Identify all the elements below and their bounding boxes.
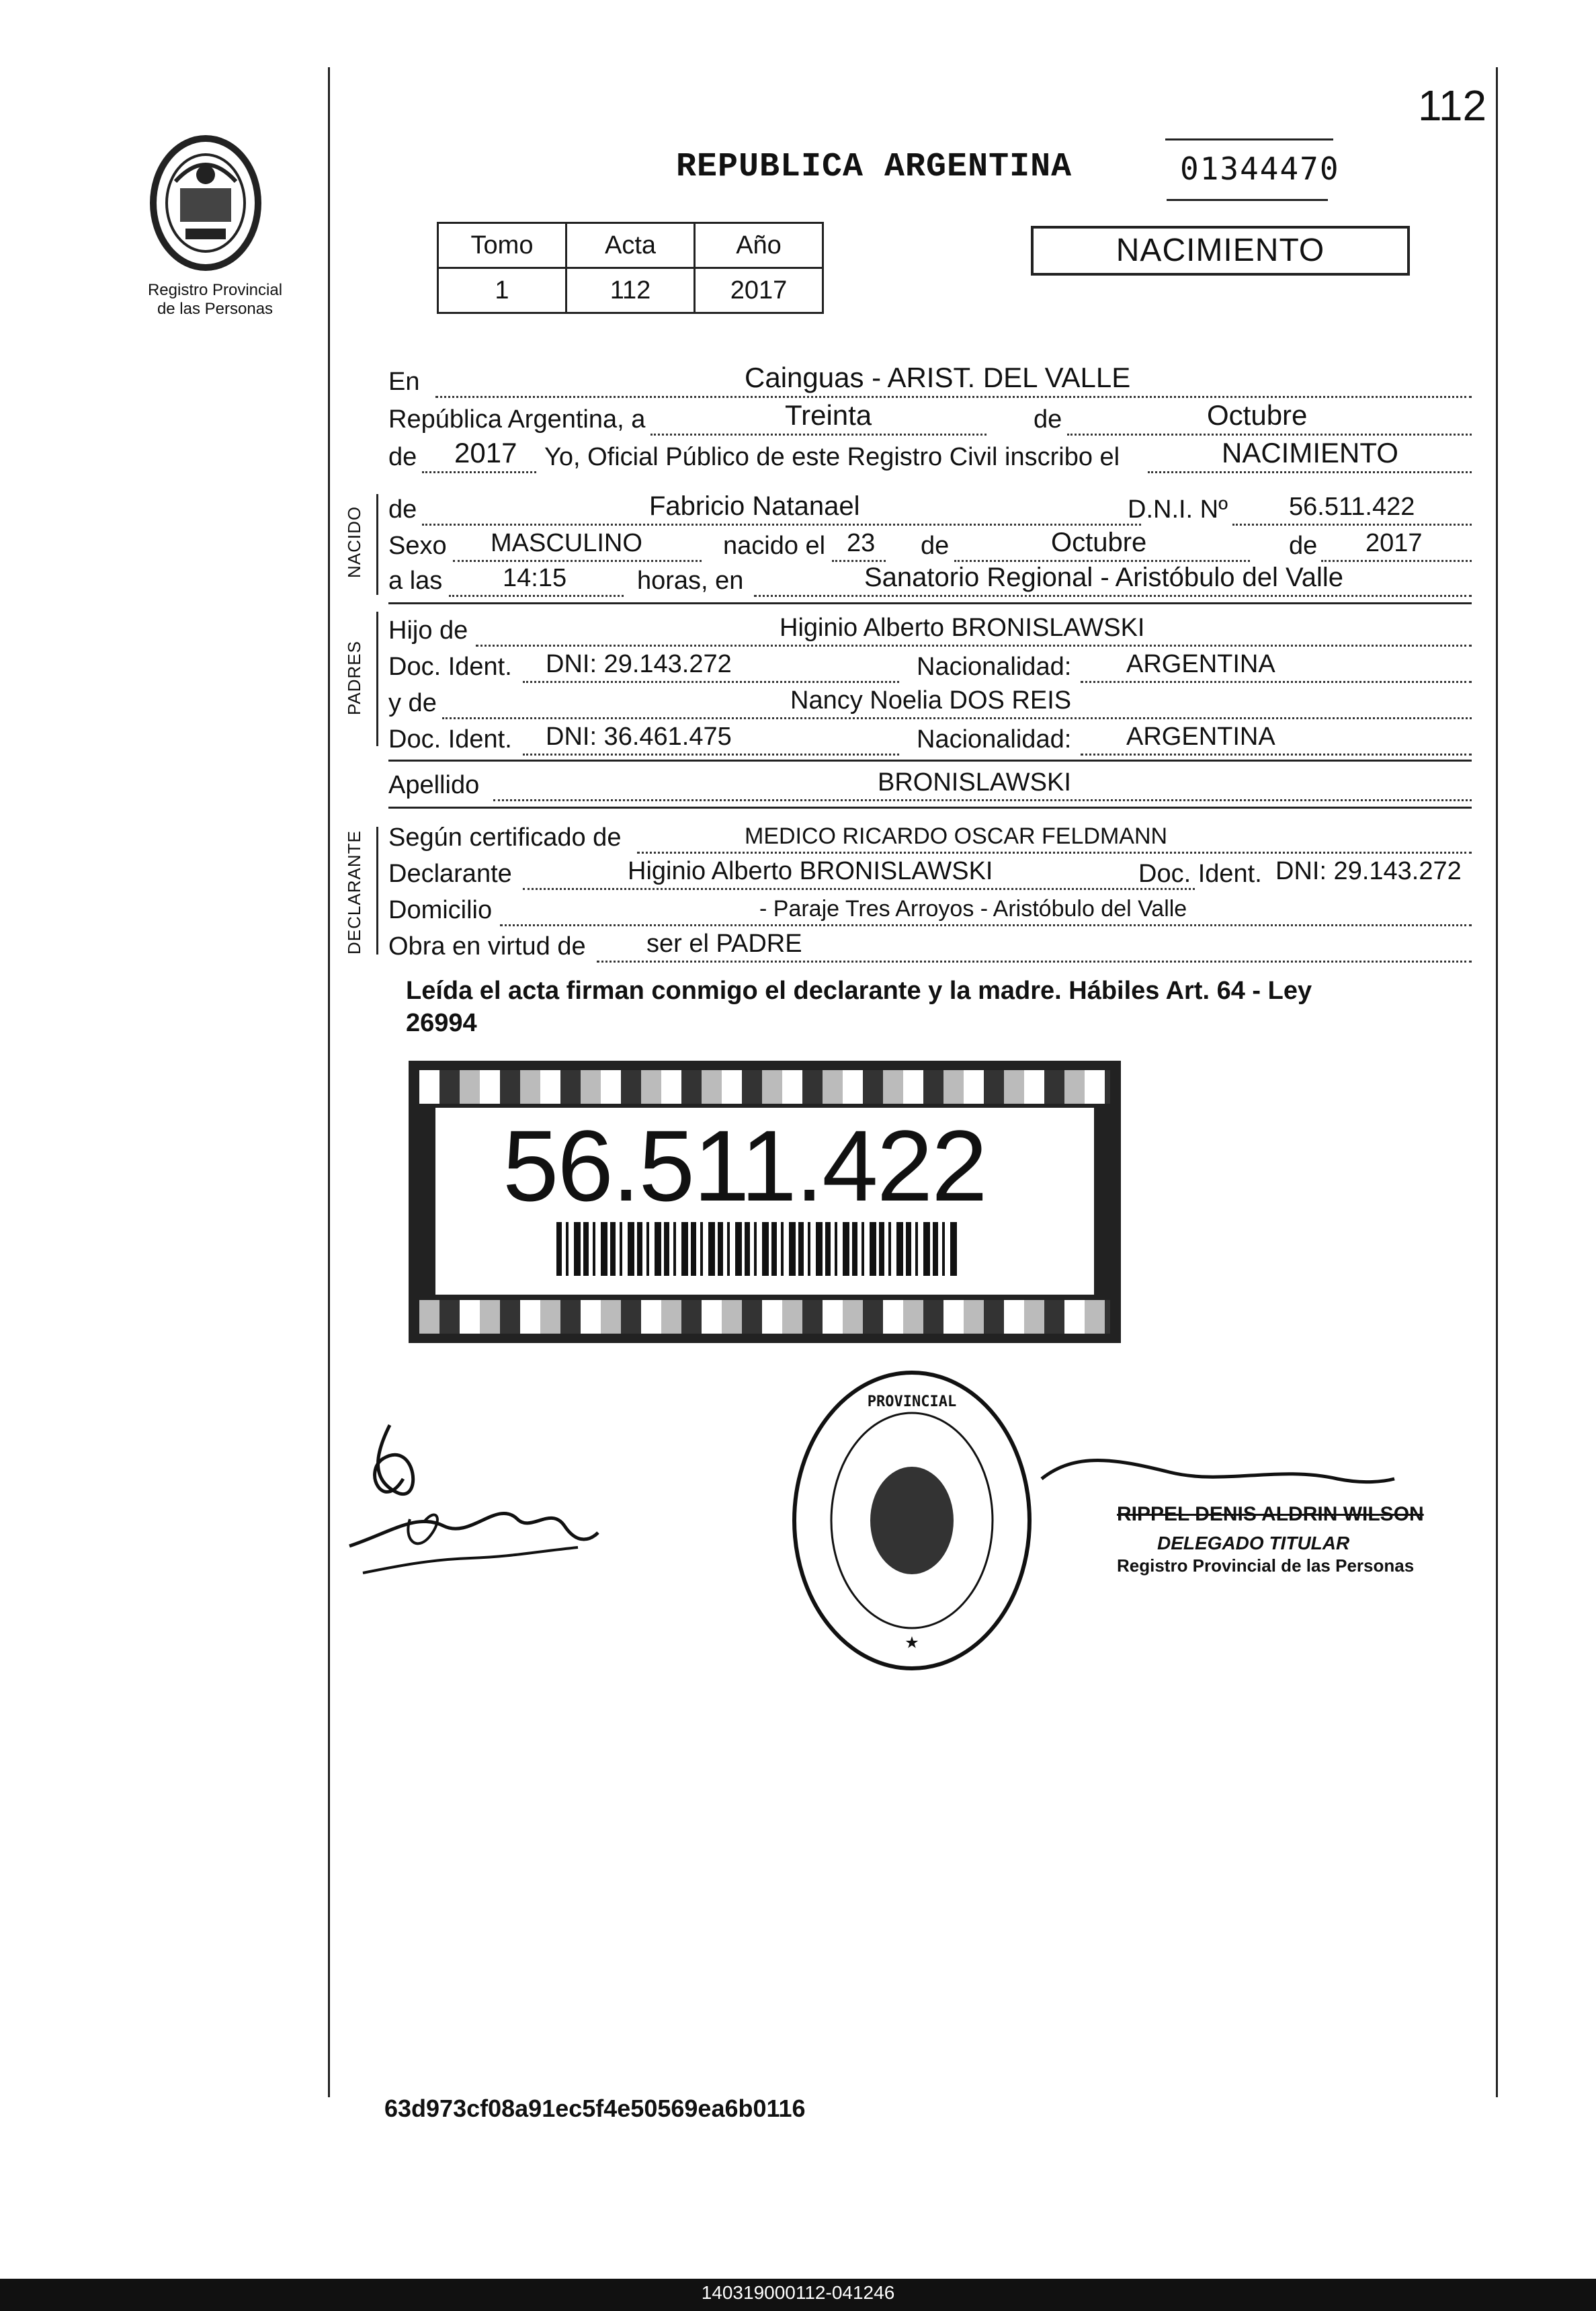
line-sexo — [388, 527, 1472, 565]
horas-label: horas, en — [637, 567, 744, 595]
official-office: Registro Provincial de las Personas — [1117, 1555, 1415, 1576]
decl-value: Higinio Alberto BRONISLAWSKI — [628, 857, 993, 885]
inscribo-value: NACIMIENTO — [1222, 437, 1398, 469]
de2-label: de — [388, 443, 417, 471]
year-value: 2017 — [454, 437, 517, 469]
line-cert — [388, 819, 1472, 856]
yde-label: y de — [388, 689, 437, 717]
line-father-doc — [388, 648, 1472, 686]
table-header-tomo: Tomo — [438, 223, 566, 268]
en-label: En — [388, 368, 420, 396]
oficial-text: Yo, Oficial Público de este Registro Civil inscribo el — [544, 443, 1120, 471]
cert-value: MEDICO RICARDO OSCAR FELDMANN — [745, 823, 1168, 849]
footer-code: 140319000112-041246 — [0, 2279, 1596, 2311]
en-value: Cainguas - ARIST. DEL VALLE — [745, 362, 1131, 393]
father-doc-label: Doc. Ident. — [388, 653, 512, 681]
sexo-value: MASCULINO — [491, 529, 642, 557]
child-name-value: Fabricio Natanael — [649, 491, 860, 521]
dom-value: - Paraje Tres Arroyos - Aristóbulo del Valle — [759, 896, 1187, 922]
line-apellido — [388, 766, 1472, 804]
line-republica — [388, 401, 1472, 438]
padres-section-label: PADRES — [344, 641, 364, 715]
logo-caption-line2: de las Personas — [157, 300, 274, 318]
a-las-label: a las — [388, 567, 443, 595]
serial-number-text: 01344470 — [1180, 151, 1340, 187]
sexo-label: Sexo — [388, 532, 447, 560]
closing-line1: Leída el acta firman conmigo el declarante y la madre. Hábiles Art. 64 - Ley — [406, 977, 1312, 1005]
mother-doc-label: Doc. Ident. — [388, 725, 512, 754]
official-seal — [788, 1366, 1036, 1675]
month-value: Octubre — [1207, 399, 1308, 431]
cert-label: Según certificado de — [388, 823, 622, 852]
country-title: REPUBLICA ARGENTINA — [676, 148, 1073, 186]
official-title: DELEGADO TITULAR — [1157, 1533, 1350, 1553]
father-name-value: Higinio Alberto BRONISLAWSKI — [780, 614, 1145, 642]
line-father — [388, 612, 1472, 649]
serial-number — [1156, 132, 1351, 212]
official-signature-stroke — [1035, 1445, 1398, 1506]
padres-bracket — [376, 612, 378, 746]
stamp-bottom-pattern — [419, 1300, 1110, 1334]
birth-day-value: 23 — [847, 529, 876, 557]
rule-after-padres — [388, 760, 1472, 762]
declarante-bracket — [376, 827, 378, 955]
line-mother — [388, 684, 1472, 722]
document-hash: 63d973cf08a91ec5f4e50569ea6b0116 — [384, 2095, 806, 2122]
father-doc-value: DNI: 29.143.272 — [546, 650, 732, 678]
father-nat-value: ARGENTINA — [1126, 650, 1275, 678]
nacido-de-label3: de — [1289, 532, 1318, 560]
logo-caption-line1: Registro Provincial — [147, 281, 283, 299]
svg-text:PROVINCIAL: PROVINCIAL — [867, 1393, 957, 1410]
day-value: Treinta — [785, 399, 872, 431]
dni-label: D.N.I. Nº — [1128, 495, 1228, 524]
table-header-acta: Acta — [566, 223, 695, 268]
mother-doc-value: DNI: 36.461.475 — [546, 723, 732, 751]
closing-line2: 26994 — [406, 1009, 477, 1037]
time-value: 14:15 — [503, 564, 567, 592]
provincial-logo — [138, 128, 273, 276]
logo-caption — [108, 281, 323, 319]
decl-doc-label: Doc. Ident. — [1138, 860, 1262, 888]
official-name: RIPPEL DENIS ALDRIN WILSON — [1117, 1503, 1424, 1525]
page-number: 112 — [1418, 81, 1487, 130]
rule-after-apellido — [388, 807, 1472, 809]
stamp-top-pattern — [419, 1070, 1110, 1104]
line-domicilio — [388, 891, 1472, 929]
hijo-label: Hijo de — [388, 616, 468, 645]
decl-label: Declarante — [388, 860, 512, 888]
table-value-tomo: 1 — [438, 268, 566, 313]
declarante-section-label: DECLARANTE — [344, 830, 364, 955]
line-en — [388, 363, 1472, 401]
stamp-inner — [435, 1108, 1094, 1295]
table-value-acta: 112 — [566, 268, 695, 313]
dni-stamp — [409, 1061, 1121, 1343]
decl-doc-value: DNI: 29.143.272 — [1275, 857, 1462, 885]
rule-after-nacido — [388, 602, 1472, 604]
table-value-ano: 2017 — [695, 268, 823, 313]
stamp-barcode — [556, 1222, 960, 1276]
birth-month-value: Octubre — [1051, 528, 1147, 557]
line-name — [388, 491, 1472, 528]
table-header-ano: Año — [695, 223, 823, 268]
place-value: Sanatorio Regional - Aristóbulo del Valle — [864, 563, 1344, 592]
right-margin-line — [1496, 67, 1498, 2097]
de-label: de — [1034, 405, 1062, 434]
republica-label: República Argentina, a — [388, 405, 646, 434]
father-nat-label: Nacionalidad: — [917, 653, 1072, 681]
nacido-de-label2: de — [921, 532, 950, 560]
line-year — [388, 438, 1472, 476]
left-margin-line — [328, 67, 330, 2097]
line-obra — [388, 928, 1472, 965]
birth-year-value: 2017 — [1366, 529, 1423, 557]
declarant-signature — [336, 1398, 605, 1600]
stamp-number: 56.511.422 — [503, 1109, 986, 1222]
mother-nat-value: ARGENTINA — [1126, 723, 1275, 751]
line-hora — [388, 562, 1472, 600]
nacido-el-label: nacido el — [723, 532, 826, 560]
obra-label: Obra en virtud de — [388, 932, 586, 961]
registry-table — [437, 222, 824, 314]
svg-text:★: ★ — [905, 1627, 919, 1654]
nacido-section-label: NACIDO — [344, 505, 364, 578]
dom-label: Domicilio — [388, 896, 493, 924]
closing-text — [406, 975, 1495, 1039]
apellido-value: BRONISLAWSKI — [878, 768, 1071, 797]
line-declarante — [388, 855, 1472, 893]
line-mother-doc — [388, 721, 1472, 758]
obra-value: ser el PADRE — [646, 930, 802, 958]
record-type-box: NACIMIENTO — [1031, 226, 1410, 276]
dni-value: 56.511.422 — [1289, 493, 1415, 521]
apellido-label: Apellido — [388, 771, 480, 799]
nacido-de-label: de — [388, 495, 417, 524]
mother-nat-label: Nacionalidad: — [917, 725, 1072, 754]
mother-name-value: Nancy Noelia DOS REIS — [790, 686, 1072, 715]
nacido-bracket — [376, 494, 378, 595]
